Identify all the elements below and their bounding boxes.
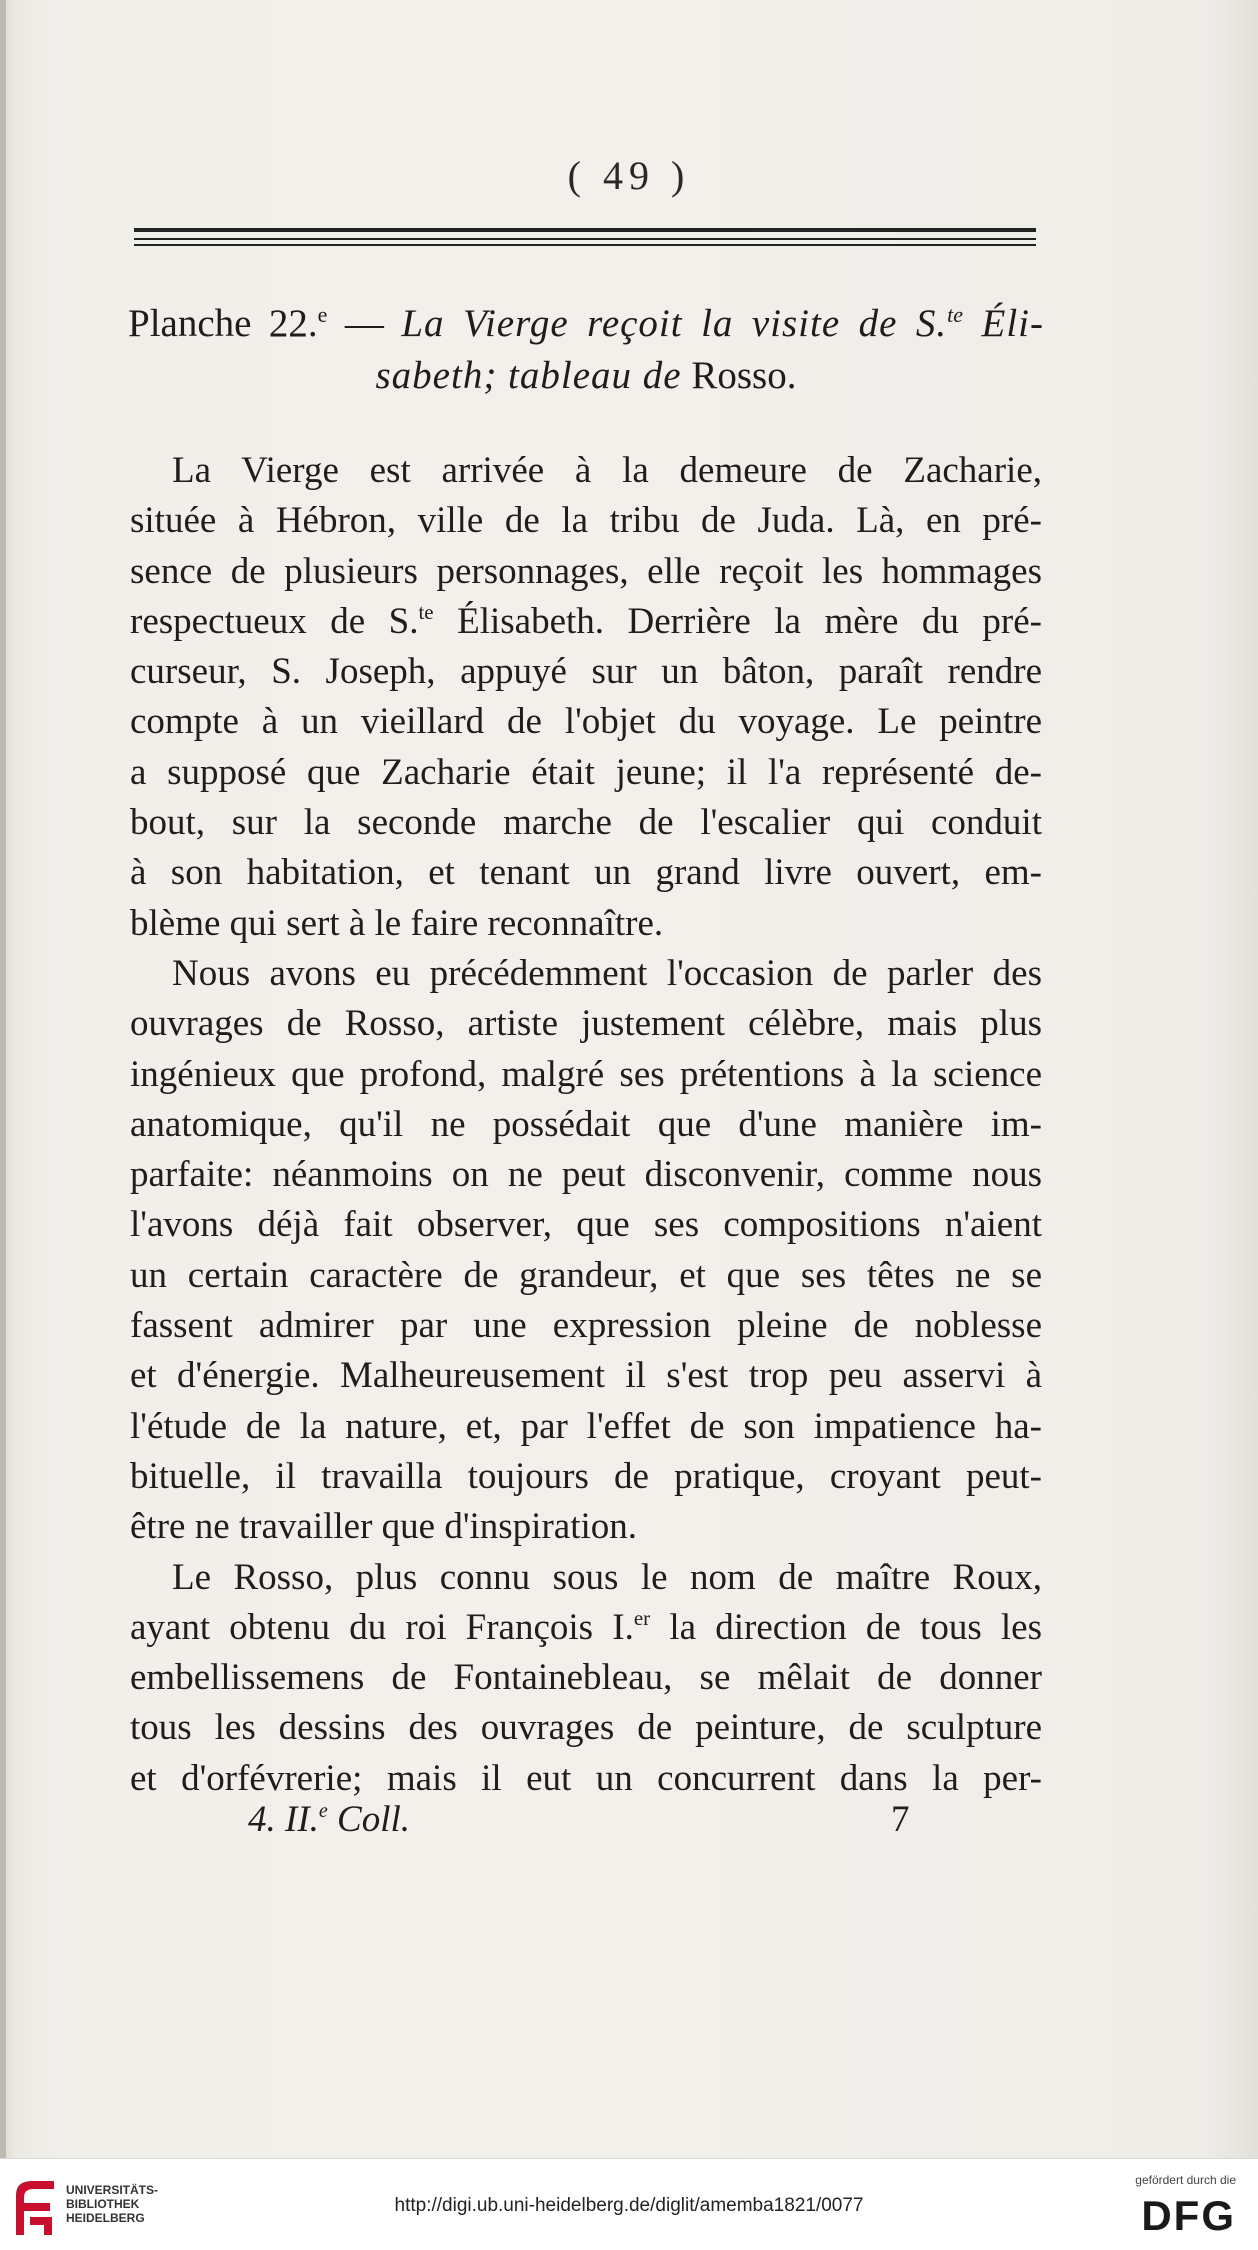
heading-plate-label: Planche 22. <box>128 302 318 345</box>
text-line: l'avons déjà fait observer, que ses compositions n'aient <box>130 1204 1042 1246</box>
text-line: parfaite: néanmoins on ne peut disconvenir, comme nous <box>130 1154 1042 1196</box>
header-rule-thin <box>134 238 1036 240</box>
text-line: blème qui sert à le faire reconnaître. <box>130 902 664 944</box>
heading-title-part: Éli- <box>963 302 1044 345</box>
sheet-number: 7 <box>891 1799 910 1840</box>
header-rule-thin <box>134 244 1036 246</box>
text-line: bout, sur la seconde marche de l'escalier qui conduit <box>130 802 1042 844</box>
text-line: située à Hébron, ville de la tribu de Juda. Là, en pré- <box>130 500 1042 542</box>
text-line: La Vierge est arrivée à la demeure de Zacharie, <box>172 450 1042 491</box>
text-line: bituelle, il travailla toujours de pratique, croyant peut- <box>130 1455 1042 1497</box>
text-line: Nous avons eu précédemment l'occasion de parler des <box>172 952 1042 994</box>
heading-title-part: sabeth; tableau de <box>375 354 682 397</box>
signature-mark-part: Coll. <box>327 1799 411 1840</box>
text-line: ouvrages de Rosso, artiste justement célèbre, mais plus <box>130 1003 1042 1045</box>
page-number: ( 49 ) <box>567 153 691 198</box>
dfg-logo: DFG <box>1141 2192 1236 2239</box>
text-line <box>130 597 1042 647</box>
signature-line <box>0 1798 1258 1852</box>
signature-mark-part: 4. II. <box>248 1799 319 1840</box>
heading-title-sup: te <box>947 302 964 327</box>
text-line: sence de plusieurs personnages, elle reçoit les hommages <box>130 550 1042 592</box>
text-line: et d'énergie. Malheureusement il s'est trop peu asservi à <box>130 1355 1042 1397</box>
heading-dash: — <box>327 302 402 345</box>
viewer-footer <box>0 2158 1258 2250</box>
heading-sup: e <box>317 302 328 327</box>
text-line: et d'orfévrerie; mais il eut un concurrent dans la per- <box>130 1757 1042 1799</box>
signature-mark-sup: e <box>318 1800 328 1822</box>
body-text <box>130 446 1042 1804</box>
text-line: anatomique, qu'il ne possédait que d'une manière im- <box>130 1103 1042 1145</box>
text-line: curseur, S. Joseph, appuyé sur un bâton, paraît rendre <box>130 651 1042 693</box>
text-line-part: la direction de tous les <box>650 1606 1042 1648</box>
plate-heading <box>128 298 1044 402</box>
heading-title-part: La Vierge reçoit la visite de S. <box>401 302 948 345</box>
text-line-part: respectueux de S. <box>130 600 419 642</box>
text-line: embellissemens de Fontainebleau, se mêlait de donner <box>130 1657 1042 1699</box>
text-line-sup: te <box>418 599 434 624</box>
text-line-part: Élisabeth. Derrière la mère du pré- <box>433 600 1042 642</box>
heading-artist: Rosso. <box>681 354 797 397</box>
text-line: un certain caractère de grandeur, et que ses têtes ne se <box>130 1254 1042 1296</box>
library-name-line: UNIVERSITÄTS- <box>66 2183 159 2197</box>
library-name-line: HEIDELBERG <box>66 2211 145 2225</box>
text-line-part: ayant obtenu du roi François I. <box>130 1606 634 1648</box>
text-line: compte à un vieillard de l'objet du voyage. Le peintre <box>130 701 1042 743</box>
text-line: ingénieux que profond, malgré ses prétentions à la science <box>130 1053 1042 1095</box>
text-line: fassent admirer par une expression pleine de noblesse <box>130 1305 1042 1347</box>
text-line: Le Rosso, plus connu sous le nom de maître Roux, <box>172 1556 1042 1598</box>
text-line: l'étude de la nature, et, par l'effet de son impatience ha- <box>130 1405 1042 1447</box>
text-line <box>130 1603 1042 1653</box>
signature-mark <box>248 1798 410 1841</box>
library-name-line: BIBLIOTHEK <box>66 2197 140 2211</box>
text-line: a supposé que Zacharie était jeune; il l'a représenté de- <box>130 751 1042 793</box>
permalink-url[interactable]: http://digi.ub.uni-heidelberg.de/diglit/amemba1821/0077 <box>394 2195 864 2216</box>
funded-by-label: gefördert durch die <box>1135 2173 1236 2187</box>
header-rule-thick <box>134 228 1036 232</box>
heading-line-1 <box>128 298 1044 350</box>
text-line: tous les dessins des ouvrages de peinture, de sculpture <box>130 1707 1042 1749</box>
text-line-sup: er <box>633 1605 651 1630</box>
text-line: être ne travailler que d'inspiration. <box>130 1506 637 1548</box>
text-line: à son habitation, et tenant un grand livre ouvert, em- <box>130 852 1042 894</box>
heading-line-2 <box>128 350 1044 402</box>
